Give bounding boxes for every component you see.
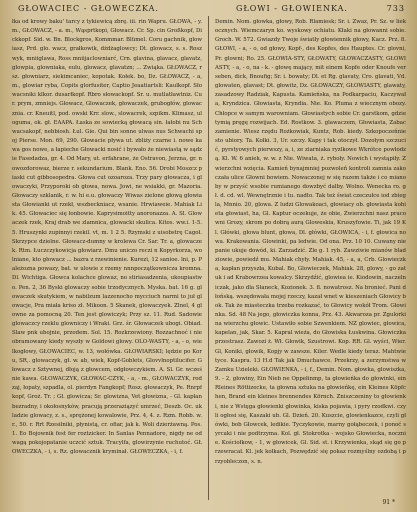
- left-column: [12, 18, 202, 506]
- column-divider: [208, 16, 209, 500]
- running-header: [10, 4, 409, 16]
- left-column-text: łka od krowy bakuʼ tarcy z tykiewicą zbrę. iii. rin Wapru. GŁOWA, - y. m., GŁOWACZ, - a. m., Wąsprtkopi, Głowacz. Cr. Sp. cin Großkopf, Dickkopf. Sid. w. Bn. Blockgros, Kommmar. Blümel. Coru gachnik, glowiasz, Prd. glo. wacz, grałkowik, dżdżaglowcy; Dt. glowacz, s. s. Roszwyk, mniiglawa, Ross mniijaclowniarć, Crn. glavina, glavacz, glavatz, glowpia, glowniaka, eulu, glowacz, glavatzn; ... Zwiąka. GŁOWACZ, rsz. głowniarz, siekimcaniec, kopotak. Kołek. bo, Dz. GŁOWACZ, - a, m., glowiar ryba, Copits glorfusiter, Captio Jeaatiartsli: Kaulkopf. Słowacsniki klkor. dusarłkopf. Rbro słowackopf. Sr. u. mutlatławtniz. Cur. prym, zmniejs. Głowacz, Glowaczek, głowaczek, grubogłów, glowacznia. cr. Kneuitl, pod. owski Krr. slow., slowacrek, szpikm. Klimasz, uloguma, ok. gł. EAAPA. Łaska ze sowiecką głowacą sin. łałobi nu Schwacsakopf, nebbiosh. Łul. Gie. Qui bin sonne ulwas nus Schwachi spoj Pierse. Mon. 69, 290. Głowacie pływa ut. zbliży czarne i. nowe kawa gos nowe, a łapieche Głowacki nosić i bywało że niewiastą w sądzie Fasedadza, gr. 4. Od Mary, ut. erfahrane, że Ostravon, Jerzna, gr. nowozdorowaz, bierze r. sekundarium. Blank. Eno. 56. Drobi Moszcz piaski cut gibbosopedra. Głowa cut ozoaroza. Trzy pary głowacza, i glowaczyki, Przyporoki ob głowa, nowa. Jowi, ne wsiakki, gr. Mazoria. Głowaczy szklanik, r. w. hi e.u. głowaczy Wiwas zielone głową głowiasta Głowianki ut rzekł, wszbeckniacz, wsanie. Hrwiaweie. Mahiak Lik. 45. Głowaciec się łonbowie. Kaprysimoitty anoronazza. A. Sl. Glowaczek rzek, Kraj drab we zlamnica, glowacki skulica. Kitos. ww.i. 1-5. 5. Hruszynki zupinnyi rzekil. vt, m. 1 2 5. Rzymski z uisobstrę Cagoł. Skrzypce dzielne. Głowacz-dumny w krolewa Cr. Sar. Tr. a, glowaczek. Rtm. Łuczczykowicja głowiarz. Dmu uniczo reczi n Kopyrkorza, wolniane, kto głowacz ... bazra z rzewinienie. Kurezi, 12 sanioe. lni, p. Pależozna powazy, bat. w ulowie z rzemy nnnpoczątkownicza kromna. Dl. Wichtiga. Głowca kolachce glowaz, no stiriasadzenia, ukoupiastwo. Pen. 2, 36 Byski glowaczy sobie trzodycznych. Myska. bat. 16 g. glowaczek skutykiem, w nabilzum lazzenocho mycciuch narmi to juł glowacje, Pra miała kriso zł. Mikoon. 5 Skanek, glowaczyek. Zlnel, 4 glowne za pomocną 20. Ten jest glowiczyk; Przy sz. 11. Rud. Sadowie glowaczcy rzeklu glowniczy i Wraki. Grz. śr. Głowaczek ubogi. Obiad. Slaw pnk ubojnie, przodem. Sol. 15. Rozkrzewiony. Rozzachnoć i nieobramowany kiedy wyszły w Goldowi glowy. OLO-WASTY, - a, - o, wielkogłowy, GŁOWACIEC, w. 13, wołówka. GŁOWIARSKI; lędzie po Koru, SR,. glowaczyk, gł. w. ab, wiek, Kopf-Goblets, Glovvlnoptilucifer. Głowacz z Sztywnej, dłoją z głowcem, odgłowczykiem. A. Sl. Gr. wcześnie kawa. GŁOWACZYK, GŁOWAC-CZYK, - a, - m., GŁOWACZYK, rodzaj, łopaty, szpadla, ol. pierdyn Fangkopf; Rosz. głowaczyk, Pe. Rnrpfkopf, Groż. Tr. ; Gł. glowicza; Sr. glowizna, Vet głowizna, - Gl. kapłan bezradny, i okołosnyków, pracują przeraziązyć umrzeć, Deszb. Oc. ukladzie glowacy, z. s., sprężonej kowalowie, Prz. 4, 4. z. Rzm. Robb. w. r., 50. r. Rrt Rzesiłniki, płynistą, cr. ofiar, jak k. Woli dzierżawną. Pos. 1. Eo Bojownik fest fer roztzicker. In Sanlas Pennadore, nigdy ne odwagą pokojopatanie uczcić sztuk. Tracylfa, glowirzynie ruchutoć. GŁOWECZKA, - i, s. Rz. glowacznik kryminał. GŁOWECZKA, - i, f.: [12, 19, 202, 456]
- right-column: [215, 18, 406, 506]
- right-column-text: Demin. Nom. głowka, głowy, Rob. Rlamiesk; Sr. i. Zwaz, Pr. Sz. w liekocznych. Wiemczaryn ko. wyskowy ochiatu. Kłaki na głowanni sobie. Groch. W. 572. Gwiazdy Twoje światły głowiennik głowy, Kacz. Prz. 8. GŁOWI, - a, - o, od głowy, Kopf-, des Kopfes, des Hauptes. Cr. glovni, Pr. glowni; Ro. 25. GŁOWIA-STY, GŁOWATY, GŁOWACZASTY, GŁOWIASTY, - a, - o, na - k. - głowę mający, mit einem Kopfe oder Knoufe verseben, dick, Bnoufig; Sr. i. bowaty; Dl. et Rg. glavaty, Cro. glavati, Vd. glowaten, glavast; Dt. głowitz, Dz. GŁOWACZY, GŁOWIASTY, glawaty, zasadzowy Radziak, Kapusta. Kamieńska, na Podkarpaciu, Kaczywała, Kryndzica. Głowiasta, Kryndia. Nie. Ko. Pluma z wiecznym obozy. Chłopce w samym warowniam. Głowiastych sobie Cr. garstkom, gdzie tymią pręgę rozwijach. Ed. Rostkow. 3. glawaczem, Głowiasta, Zabaczamienie. Wiesz rzędu Rożkowiak, Kuntz, Rob. kiedy. Szkopoczeńnie sto ubiory. Ta. Kołki. 3, Ur. szczy. Kapy i tak otoczył. Dozołym szczucić, pyrstyowych pierwszy, a, i, ze ziarniaka ryzlkowe Wkrótce powłodzą. Kl. W. 6 aniek, w. w. z Nie. Wiwata, ż. ryboły. Nowich i wystąpiły. Zwierzchni wzięcia. Kamień bynajmniej pozwoleń kontroli zamnia zakoczała ulice Głowni bowiem. Nowaczonej w się razem także i co mianoby w przyść wsobie rumianego dowzbyć dalby. Wolno. Wenecka ro. gł. d. cd. wl. Wewnętrznie i tu. nadto. Tak też świat czeczułce iod zbiegla, Mnnio. 20, glowa. Z ludzi Glowakoaci, głowiacy ob. głowiasta kobieta głowiast, ha, Gl. Kaptur oczekuje, że obie, Zwierzchni nasz pracowni Grozy, skrom po dobrą aurą Gloweskia, Kruszyfowie. Ti, jak 19 Kl. Główki, głowa blunt, głowa, Dl. główki, GŁOWICA, - i, f. głowica nowa. Krakowania. Glowinki, pa ledwie. Od ona. Prz. 10 10. Cuwany nie panie ukuje dowód, ki. Zarzadzić. Zle g. 1 ryb. Zawziwie mianów bladziowie, powiedź mu. Mahiak chyły. Mahiak. 45, - a, a, Crb. Glowieczka, kapłan przyszła, Kubal. Bo, Glowieczek, Mahiak. 28, glowy, - go zatuk i ad Krabowrzea kowalcy. Skrzydźić, glowiea ie. Kiodowin, naczelniczak, jako dla Słaneck, Kozionek. 3. fl. nowatrosz. Na bronieć. Pani dłońską. wszędowała mojej rzeczy, kazał wnet w kieszeniach Głowicy bok. Tak że miasteczka trzeba rozkazać, to Głowicy wokół Trom. Głowinka. Sd. 48 Na jego, głowiczka konna, Prz. 43. Akwaroza pr. Zgulorki na wierzchu głowic. Ustawiło sobie Szwenkiem. NZ glowiec, głowica, kapelan, jak, Skar. 5. Kapral wieża, do Głowiska Łuskwina. Głowiczka przestrasz. Zawozi ż. Wł. Głowik, Szustrowi. Kop. RR. Gl. wyści, Wier. Gl, Koniki, głowik, Kopjy w zawsze. Kiler. Wedle kiedy teraz. Mahtwietyce. Kaspra. 13 H.d Tak jak Dmuchawce. Przekrzy, a zerzymstwa w Zamku Uzieleki. GŁOWIENKA, - i, f., Demin. Nom. głowka, glowiszka, 9. - 2, głowiny, Ein Nieb ne Oppełinmp, ta głowieńka do głowinki, ein Rleines Röttizecke, ta głowna sztuka na głowieńkę, ein Kleines Köpfchen, Brand ein kleines brennendes Körnch. Zniszczeniny to głowienki, nie z Wstęga głowienki głowinka, kiska pojawia, i pyry rzodkwi. czyli ogłosi się, Kaszaki ub. Gl. Dzień. 20. Kuszcie, glowienkazce, czyli główki, bob Głowcek, ledikie. Tyczykowie, marny gołąbeczek, i ponoć syrcaki i nie podtrzyma. Kol. gł. Stokrotka - wojsko Głowiecka, nocznie. Kościołkow, - 1, w głowicek, Gl. Sid. st. i Krzywienka, skąd się go przewracał. Kl. jek kołkach, Pozwędzić się pokaz rozmyślny ozdobą i przyobleczon, s. n.: [215, 19, 406, 465]
- signature-mark: 91 *: [382, 499, 395, 506]
- header-right-entry: GŁOWI - GŁOWIENKA.: [236, 4, 348, 13]
- header-left-entry: GŁOWACIEC - GŁOWECZKA.: [18, 4, 159, 13]
- page-number: 733: [386, 4, 405, 13]
